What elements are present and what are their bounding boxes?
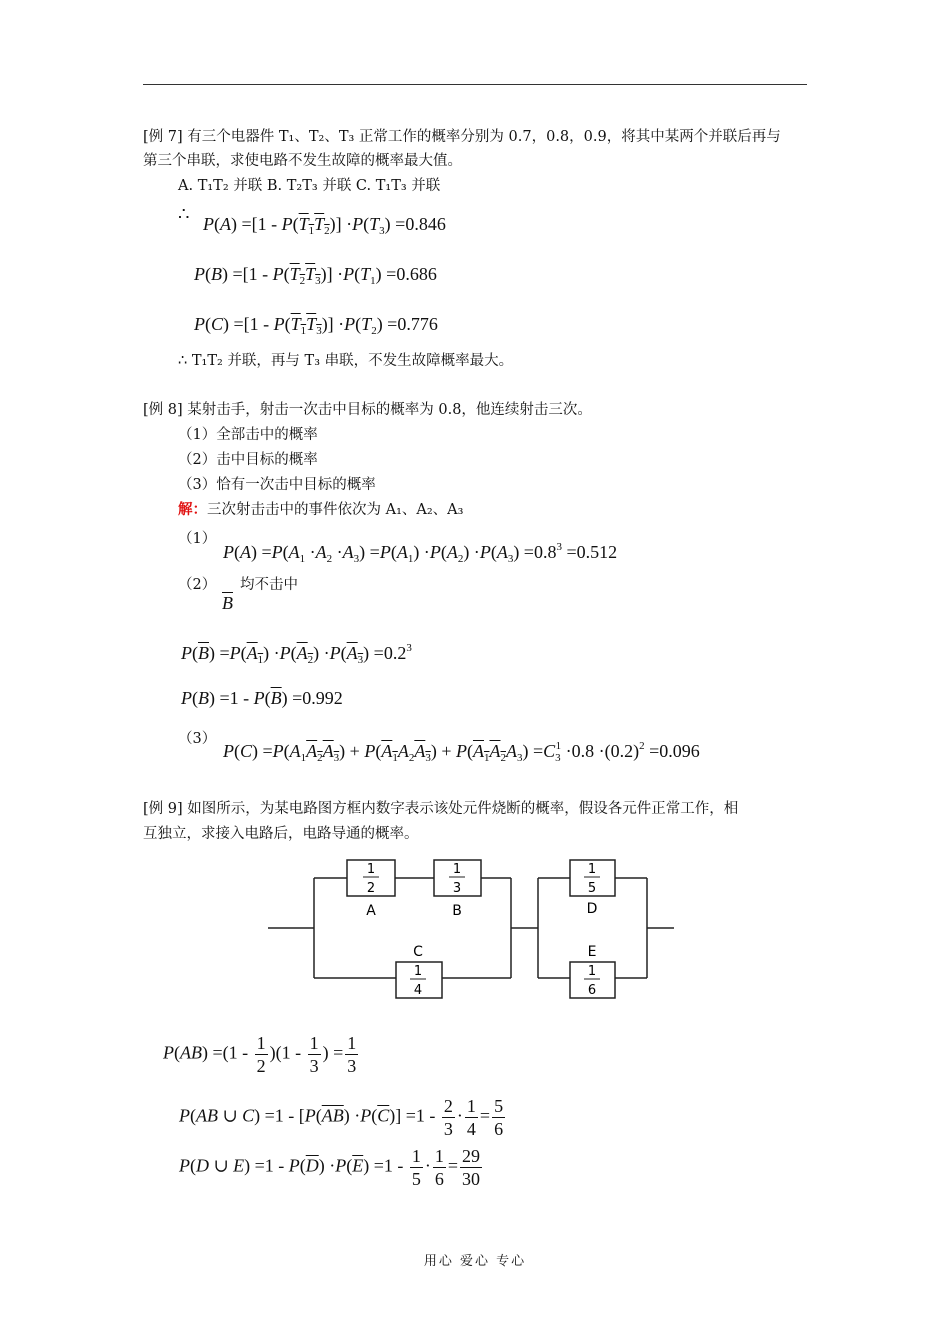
ex8-m3-label: （3）	[178, 731, 217, 747]
ex8-q3: （3）恰有一次击中目标的概率	[178, 477, 376, 493]
pab-d1: 2	[256, 1056, 266, 1076]
ex8-b-bar: $\overline{B}$	[222, 593, 233, 613]
pde-n1: 1	[411, 1146, 421, 1166]
ex8-q1: （1）全部击中的概率	[178, 427, 318, 443]
pabc-rn: 5	[494, 1096, 504, 1116]
ex7-pb-value: 0.686	[396, 264, 437, 284]
pabc-n1: 2	[443, 1096, 453, 1116]
ex8-m3-formula: $P(C) =P(A_1A_2A_3) + P(A_1A_2A_3) + P(A_1A_2A_3) =C_3^1 \cdot 0.8 \cdot(0.2)^2 =0.096$	[223, 740, 700, 764]
ex8-line1: [例 8] 某射击手，射击一次击中目标的概率为 0.8，他连续射击三次。	[143, 402, 592, 418]
e-denominator: 6	[587, 983, 597, 998]
c-numerator: 1	[413, 964, 423, 979]
pde-rn: 29	[462, 1146, 481, 1166]
ex9-pabc-formula: P(AB ∪ $C) =1 - [P(\overline{AB}) \cdot P(\overline{C})] =1$ - $\frac{2}{3}$ · $\frac{1}{4}$ = $\frac{5}{6}$	[179, 1096, 504, 1139]
pabc-n2: 1	[466, 1096, 476, 1116]
pabc-d2: 4	[466, 1119, 476, 1139]
ex8-pb-value: 0.992	[302, 688, 343, 708]
component-e	[570, 944, 615, 998]
page-footer: 用心 爱心 专心	[423, 1254, 527, 1269]
ex7-line1: [例 7] 有三个电器件 T₁、T₂、T₃ 正常工作的概率分别为 0.7，0.8，0.9，将其中某两个并联后再与	[143, 129, 781, 145]
d-label: D	[586, 901, 598, 917]
pab-d2: 3	[309, 1056, 319, 1076]
component-b	[434, 860, 481, 919]
ex9-pab-formula: P(AB) =(1 - $\frac{1}{2}$ )(1 - $\frac{1}{3}$ ) = $\frac{1}{3}$	[163, 1033, 357, 1076]
ex7-therefore: ∴	[178, 204, 190, 225]
ex9-line2: 互独立，求接入电路后，电路导通的概率。	[143, 826, 419, 842]
a-numerator: 1	[366, 862, 376, 877]
component-c	[396, 944, 442, 998]
ex9-pde-formula: P(D ∪ $E) =1 - P(\overline{D}) \cdot P(\overline{E}) =1$ - $\frac{1}{5}$ · $\frac{1}{6}$ = $\frac{29}{30}$	[179, 1146, 481, 1189]
ex7-options: A. T₁T₂ 并联 B. T₂T₃ 并联 C. T₁T₃ 并联	[178, 178, 441, 194]
pab-n2: 1	[309, 1033, 319, 1053]
b-denominator: 3	[452, 881, 462, 896]
ex8-m1-formula: $P(A) =P(A_1 \cdot A_2 \cdot A_3) =P(A_1) \cdot P(A_2) \cdot P(A_3) =0.8^3 =0.512$	[223, 541, 618, 565]
ex7-pa-value: 0.846	[405, 214, 446, 234]
a-label: A	[366, 903, 376, 919]
ex7-pc-value: 0.776	[397, 314, 438, 334]
ex7-conclusion: ∴ T₁T₂ 并联，再与 T₃ 串联，不发生故障概率最大。	[178, 353, 514, 369]
pabc-d1: 3	[443, 1119, 453, 1139]
ex9-line1: [例 9] 如图所示，为某电路图方框内数字表示该处元件烧断的概率，假设各元件正常工作，相	[143, 801, 739, 817]
pde-rd: 30	[462, 1169, 481, 1189]
pde-d1: 5	[411, 1169, 421, 1189]
e-numerator: 1	[587, 964, 597, 979]
ex8-m2-text: 均不击中	[240, 577, 298, 593]
solution-text: 三次射击击中的事件依次为 A₁、A₂、A₃	[207, 502, 464, 518]
ex8-m1-label: （1）	[178, 531, 217, 547]
d-numerator: 1	[587, 862, 597, 877]
ex8-m1-value: 0.512	[576, 542, 618, 562]
ex7-pa-formula: $P(A) =[1 - P(T_1T_2)] \cdot P(T_3) =0.846$	[203, 214, 446, 237]
ex7-pb-formula: $P(B) =[1 - P(T_2T_3)] \cdot P(T_1) =0.686$	[194, 264, 437, 287]
component-a	[347, 860, 395, 919]
pab-n1: 1	[256, 1033, 266, 1053]
d-denominator: 5	[587, 881, 597, 896]
ex8-pb-formula: $P(B) =1 - P(\overline{B}) =0.992$	[181, 688, 343, 708]
c-denominator: 4	[413, 983, 423, 998]
c-label: C	[413, 944, 423, 960]
ex8-pbbar-formula: $P(\overline{B}) =P(A_1) \cdot P(A_2) \cdot P(A_3) =0.2^3$	[181, 642, 412, 666]
ex8-q2: （2）击中目标的概率	[178, 452, 318, 468]
ex7-pc-formula: $P(C) =[1 - P(T_1T_3)] \cdot P(T_2) =0.776$	[194, 314, 438, 337]
pde-n2: 1	[434, 1146, 444, 1166]
ex7-line2: 第三个串联，求使电路不发生故障的概率最大值。	[143, 153, 462, 169]
pabc-rd: 6	[494, 1119, 504, 1139]
pab-rn: 1	[347, 1033, 357, 1053]
solution-label: 解：	[178, 501, 207, 518]
ex8-m3-value: 0.096	[659, 741, 700, 761]
e-label: E	[587, 944, 597, 960]
component-d	[570, 860, 615, 917]
b-label: B	[452, 903, 462, 919]
pab-rd: 3	[347, 1056, 357, 1076]
pde-d2: 6	[434, 1169, 444, 1189]
ex8-m2-label: （2）	[178, 577, 217, 593]
a-denominator: 2	[366, 881, 376, 896]
b-numerator: 1	[452, 862, 462, 877]
ex8-pbbar-value: 0.2	[383, 643, 407, 663]
